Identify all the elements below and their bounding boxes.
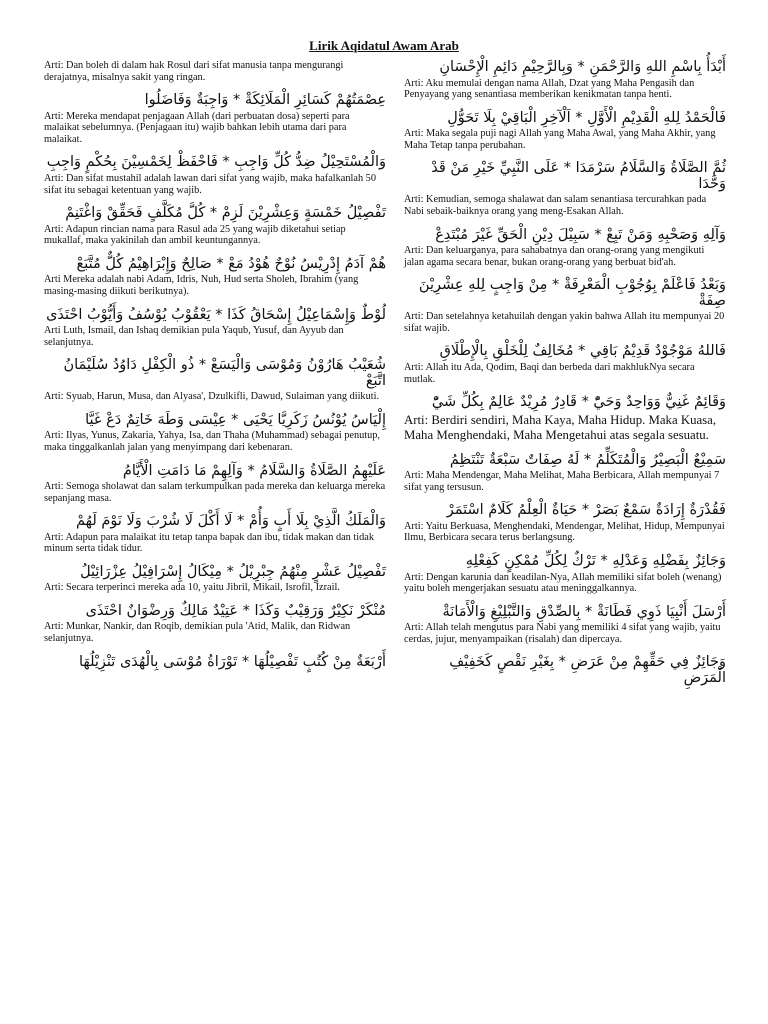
arabic-verse: إِلْيَاسُ يُوْنُسُ زَكَرِيَّا يَحْيَى * عِيْسَى وَطَهَ خَاتِمٌ دَعْ غَيَّا: [85, 411, 386, 428]
verse-block: [44, 655, 386, 671]
arabic-verse: فَقُدْرَةٌ إِرَادَةٌ سَمْعٌ بَصَرْ * حَيَاةٌ الْعِلْمُ كَلَامٌ اسْتَمَرْ: [446, 502, 726, 519]
arabic-verse: مُنْكَرْ نَكِيْرٌ وَرَقِيْبٌ وَكَذَا * عَتِيْدٌ مَالِكٌ وَرِضْوَانٌ احْتَذَى: [85, 602, 386, 619]
arabic-verse: عَلَيْهِمُ الصَّلَاةُ وَالسَّلَامُ * وَآلِهِمْ مَا دَامَتِ الْأَيَّامُ: [122, 462, 386, 479]
verse-block: [404, 228, 726, 269]
arabic-verse: أَرْبَعَةٌ مِنْ كُتُبٍ تَفْصِيْلُهَا * تَوْرَاةُ مُوْسَى بِالْهُدَى تَنْزِيْلُهَا: [78, 653, 386, 670]
translation-text: Arti: Ilyas, Yunus, Zakaria, Yahya, Isa, dan Thaha (Muhammad) sebagai penutup, maka tinggalkanlah jalan yang menyimpang dari kebenaran.: [44, 430, 380, 453]
translation-text: Arti: Dan boleh di dalam hak Rosul dari sifat manusia tanpa mengurangi derajatnya, misalnya sakit yang ringan.: [44, 60, 344, 83]
arabic-verse: لُوْطٌ وَإِسْمَاعِيْلُ إِسْحَاقُ كَذَا * يَعْقُوْبُ يُوْسُفُ وَأَيُّوْبُ احْتَذَى: [46, 306, 386, 323]
arabic-verse: تَفْصِيْلُ خَمْسَةٍ وَعِشْرِيْنَ لَزِمْ * كُلَّ مُكَلَّفٍ فَحَقِّقْ وَاغْتَنِمْ: [65, 205, 386, 222]
verse-block: [404, 605, 726, 646]
translation-text: Arti Luth, Ismail, dan Ishaq demikian pula Yaqub, Yusuf, dan Ayyub dan selanjutnya.: [44, 325, 344, 348]
arabic-verse: وَآلِهِ وَصَحْبِهِ وَمَنْ تَبِعْ * سَبِيْلَ دِيْنِ الْحَقِّ غَيْرَ مُبْتَدِعْ: [435, 226, 726, 243]
verse-block: [404, 503, 726, 544]
translation-text: Arti: Dan sifat mustahil adalah lawan dari sifat yang wajib, maka hafalkanlah 50 sifat itu sebagai ketentuan yang wajib.: [44, 172, 376, 196]
translation-text: Arti: Adapun para malaikat itu tetap tanpa bapak dan ibu, tidak makan dan tidak minum serta tidak tidur.: [44, 531, 374, 555]
verse-block: [404, 111, 726, 152]
verse-block: [44, 93, 386, 145]
verse-block: [404, 453, 726, 494]
verse-block: [44, 464, 386, 505]
translation-text: Arti: Adapun rincian nama para Rasul ada 25 yang wajib diketahui setiap mukallaf, maka yakinilah dan ambil keuntungannya.: [44, 223, 346, 247]
translation-text: Arti: Mereka mendapat penjagaan Allah (dari perbuatan dosa) seperti para malaikat sebelumnya. (Penjagaan itu) wajib bahkan lebih utama dari para malaikat.: [44, 110, 350, 145]
arabic-verse: هُمْ آدَمُ إِدْرِيْسُ نُوْحٌ هُوْدُ مَعْ * صَالِحٌ وَإِبْرَاهِيْمُ كُلٌّ مُتَّبَعْ: [76, 255, 386, 272]
verse-block: [404, 278, 726, 334]
arabic-verse: فَالْحَمْدُ لِلهِ الْقَدِيْمِ الْأَوَّلِ * اَلْآخِرِ الْبَاقِيْ بِلَا تَحَوُّلِ: [447, 109, 726, 126]
arabic-verse: تَفْصِيْلُ عَشْرٍ مِنْهُمُ جِبْرِيْلُ * مِيْكَالُ إِسْرَافِيْلُ عِزْرَائِيْلُ: [80, 563, 386, 580]
translation-text: Arti: Dan setelahnya ketahuilah dengan yakin bahwa Allah itu mempunyai 20 sifat wajib.: [404, 311, 725, 334]
verse-block: [404, 395, 726, 443]
arabic-verse: وَجَائِزٌ بِفَضْلِهِ وَعَدْلِهِ * تَرْكٌ لِكُلِّ مُمْكِنٍ كَفِعْلِهِ: [465, 553, 726, 569]
translation-text: Arti: Dengan karunia dan keadilan-Nya, Allah memiliki sifat boleh (wenang) yaitu boleh mengerjakan sesuatu atau meninggalkannya.: [404, 571, 722, 595]
verse-block: [44, 155, 386, 196]
arabic-verse: وَالْمُسْتَحِيْلُ ضِدُّ كُلِّ وَاجِبِ * فَاحْفَظْ لِخَمْسِيْنَ بِحُكْمٍ وَاجِبِ: [46, 154, 386, 171]
arabic-verse: وَبَعْدُ فَاعْلَمْ بِوُجُوْبِ الْمَعْرِفَةْ * مِنْ وَاجِبٍ لِلهِ عِشْرِيْنَ صِفَةْ: [418, 277, 726, 309]
right-column: [404, 60, 726, 694]
translation-text: Arti: Aku memulai dengan nama Allah, Dzat yang Maha Pengasih dan Penyayang yang senantiasa memberikan kenikmatan tanpa henti.: [404, 77, 695, 101]
translation-text: Arti: Allah telah mengutus para Nabi yang memiliki 4 sifat yang wajib, yaitu cerdas, jujur, menyampaikan (risalah) dan dipercaya.: [404, 622, 721, 645]
translation-text: Arti: Secara terperinci mereka ada 10, yaitu Jibril, Mikail, Isrofil, Izrail.: [44, 582, 340, 594]
verse-block: [44, 358, 386, 403]
arabic-verse: وَالْمَلَكُ الَّذِيْ بِلَا أَبٍ وَأُمْ * لَا أَكْلَ لَا شُرْبَ وَلَا نَوْمَ لَهُمْ: [76, 513, 386, 530]
translation-text: Arti Mereka adalah nabi Adam, Idris, Nuh, Hud serta Sholeh, Ibrahim (yang masing-masing diikuti berikutnya).: [44, 274, 359, 297]
verse-block: [404, 161, 726, 217]
left-column: [44, 60, 386, 678]
translation-text: Arti: Dan keluarganya, para sahabatnya dan orang-orang yang mengikuti jalan agama secara benar, bukan orang-orang yang berbuat bid'ah.: [404, 245, 705, 268]
arabic-verse: عِصْمَتُهُمْ كَسَائِرِ الْمَلَائِكَةْ * وَاجِبَةٌ وَفَاضَلُوا: [144, 92, 386, 109]
verse-block: [44, 514, 386, 555]
arabic-verse: سَمِيْعٌ الْبَصِيْرُ وَالْمُتَكَلِّمُ * لَهُ صِفَاتٌ سَبْعَةٌ تَنْتَظِمُ: [449, 451, 726, 468]
verse-block: [404, 554, 726, 595]
arabic-verse: وَقَائِمٌ غَنِيٌّ وَوَاحِدٌ وَحَيّْ * قَادِرٌ مُرِيْدٌ عَالِمٌ بِكُلِّ شَيّْ: [431, 394, 726, 411]
translation-text: Arti: Allah itu Ada, Qodim, Baqi dan berbeda dari makhlukNya secara mutlak.: [404, 361, 695, 385]
arabic-verse: وَجَائِزٌ فِي حَقِّهِمْ مِنْ عَرَضِ * بِغَيْرِ نَقْصٍ كَخَفِيْفِ الْمَرَضِ: [449, 654, 726, 686]
translation-text: Arti: Kemudian, semoga shalawat dan salam senantiasa tercurahkan pada Nabi sebaik-baiknya orang yang meng-Esakan Allah.: [404, 194, 707, 217]
verse-block: [44, 308, 386, 349]
translation-text: Arti: Berdiri sendiri, Maha Kaya, Maha Hidup. Maka Kuasa, Maha Menghendaki, Maha Mengetahui atas segala sesuatu.: [404, 412, 717, 442]
arabic-verse: فَاللهُ مَوْجُوْدٌ قَدِيْمٌ بَاقِي * مُخَالِفٌ لِلْخَلْقِ بِالْإِطْلَاقِ: [439, 343, 726, 360]
translation-text: Arti: Munkar, Nankir, dan Roqib, demikian pula 'Atid, Malik, dan Ridwan selanjutnya.: [44, 621, 351, 645]
translation-text: Arti: Syuab, Harun, Musa, dan Alyasa', Dzulkifli, Dawud, Sulaiman yang diikuti.: [44, 391, 380, 403]
translation-text: Arti: Yaitu Berkuasa, Menghendaki, Mendengar, Melihat, Hidup, Mempunyai Ilmu, Berbicara secara terus berlangsung.: [404, 520, 725, 544]
verse-block: [44, 60, 386, 83]
arabic-verse: شُعَيْبُ هَارُوْنُ وَمُوْسَى وَالْيَسَعْ * ذُو الْكِفْلِ دَاوُدُ سُلَيْمَانُ اتَّبَعْ: [63, 357, 386, 389]
translation-text: Arti: Maka segala puji nagi Allah yang Maha Awal, yang Maha Akhir, yang Maha Tetap tanpa perubahan.: [404, 128, 716, 151]
arabic-verse: أَرْسَلَ أَنْبِيَا ذَوِي فَطَانَةْ * بِالصِّدْقِ وَالتَّبْلِيْغِ وَالْأَمَانَةْ: [442, 603, 726, 620]
verse-block: [44, 604, 386, 645]
document-title: Lirik Aqidatul Awam Arab: [309, 38, 459, 53]
verse-block: [44, 565, 386, 594]
arabic-verse: أَبْدَأُ بِاسْمِ اللهِ وَالرَّحْمَنِ * وَبِالرَّحِيْمِ دَائِمِ الْإِحْسَانِ: [439, 59, 726, 75]
verse-block: [404, 60, 726, 101]
arabic-verse: ثُمَّ الصَّلَاةُ وَالسَّلَامُ سَرْمَدَا * عَلَى النَّبِيِّ خَيْرِ مَنْ قَدْ وَحَّدَا: [431, 160, 726, 192]
translation-text: Arti: Semoga sholawat dan salam terkumpulkan pada mereka dan keluarga mereka sepanjang masa.: [44, 481, 386, 504]
verse-block: [404, 344, 726, 385]
verse-block: [44, 206, 386, 247]
verse-block: [44, 413, 386, 454]
translation-text: Arti: Maha Mendengar, Maha Melihat, Maha Berbicara, Allah mempunyai 7 sifat yang tersusun.: [404, 470, 720, 493]
verse-block: [44, 257, 386, 298]
verse-block: [404, 655, 726, 686]
